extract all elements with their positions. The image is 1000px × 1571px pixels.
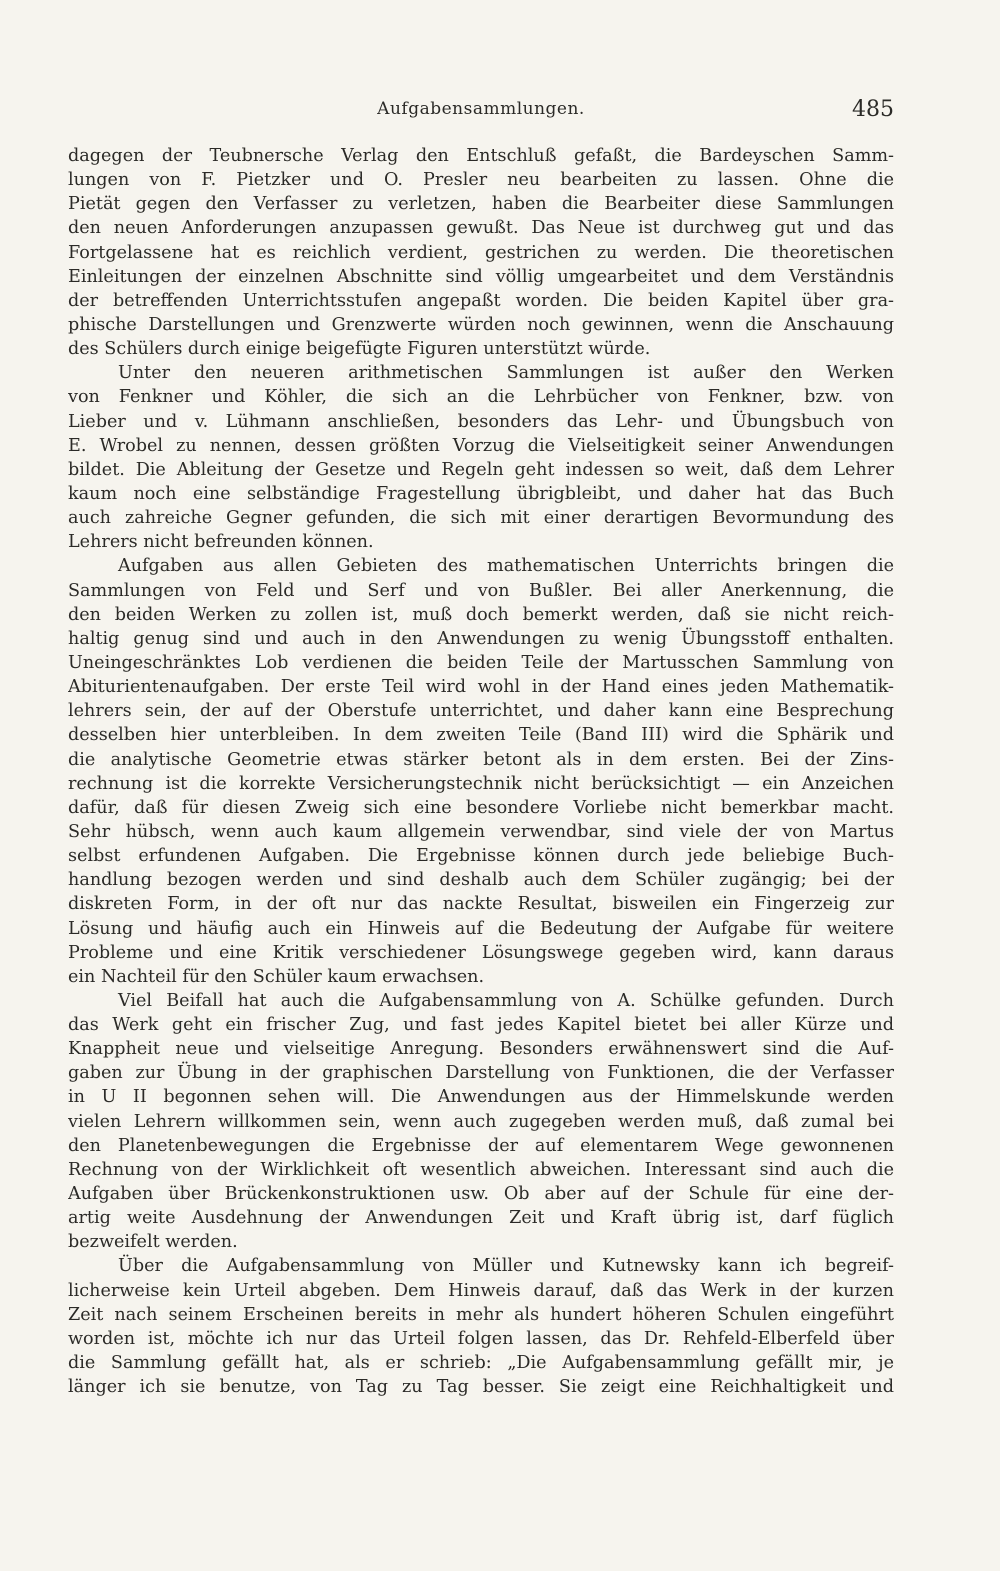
running-title: Aufgabensammlungen.	[377, 99, 585, 119]
text-line: phische Darstellungen und Grenzwerte würden noch gewinnen, wenn die Anschauung	[68, 314, 894, 335]
text-line: Probleme und eine Kritik verschiedener Lösungswege gegeben wird, kann daraus	[68, 942, 894, 963]
text-line: lungen von F. Pietzker und O. Presler neu bearbeiten zu lassen. Ohne die	[68, 170, 894, 191]
text-line: Lieber und v. Lühmann anschließen, besonders das Lehr- und Übungsbuch von	[68, 411, 894, 432]
text-line: Uneingeschränktes Lob verdienen die beiden Teile der Martusschen Sammlung von	[68, 652, 894, 673]
text-line: auch zahreiche Gegner gefunden, die sich mit einer derartigen Bevormundung des	[68, 508, 894, 529]
text-line: den Planetenbewegungen die Ergebnisse der auf elementarem Wege gewonnenen	[68, 1135, 894, 1156]
text-line: Aufgaben aus allen Gebieten des mathematischen Unterrichts bringen die	[118, 556, 894, 577]
text-line: Zeit nach seinem Erscheinen bereits in mehr als hundert höheren Schulen eingeführt	[68, 1304, 894, 1325]
paragraph	[68, 361, 894, 554]
text-line: das Werk geht ein frischer Zug, und fast jedes Kapitel bietet bei aller Kürze und	[68, 1015, 894, 1036]
text-line: licherweise kein Urteil abgeben. Dem Hinweis darauf, daß das Werk in der kurzen	[68, 1280, 894, 1301]
paragraph	[68, 554, 894, 989]
text-line: Sehr hübsch, wenn auch kaum allgemein verwendbar, sind viele der von Martus	[68, 821, 894, 842]
text-line: Unter den neueren arithmetischen Sammlungen ist außer den Werken	[118, 363, 894, 384]
paragraph	[68, 1254, 894, 1399]
body-text	[68, 144, 894, 1399]
text-line: ein Nachteil für den Schüler kaum erwachsen.	[68, 966, 485, 987]
text-line: desselben hier unterbleiben. In dem zweiten Teile (Band III) wird die Sphärik und	[68, 725, 894, 746]
text-line: Lehrers nicht befreunden können.	[68, 532, 374, 553]
text-line: die analytische Geometrie etwas stärker betont als in dem ersten. Bei der Zins-	[68, 749, 894, 770]
text-line: der betreffenden Unterrichtsstufen angepaßt worden. Die beiden Kapitel über gra-	[68, 290, 894, 311]
paragraph	[68, 144, 894, 361]
text-line: Lösung und häufig auch ein Hinweis auf die Bedeutung der Aufgabe für weitere	[68, 918, 894, 939]
text-line: rechnung ist die korrekte Versicherungstechnik nicht berücksichtigt — ein Anzeichen	[68, 773, 894, 794]
text-line: Über die Aufgabensammlung von Müller und Kutnewsky kann ich begreif-	[118, 1256, 894, 1277]
text-line: selbst erfundenen Aufgaben. Die Ergebnisse können durch jede beliebige Buch-	[68, 846, 894, 867]
text-line: handlung bezogen werden und sind deshalb auch dem Schüler zugängig; bei der	[68, 870, 894, 891]
paragraph	[68, 989, 894, 1255]
text-line: Einleitungen der einzelnen Abschnitte sind völlig umgearbeitet und dem Verständnis	[68, 266, 894, 287]
text-line: Fortgelassene hat es reichlich verdient, gestrichen zu werden. Die theoretischen	[68, 242, 894, 263]
text-line: Sammlungen von Feld und Serf und von Bußler. Bei aller Anerkennung, die	[68, 580, 894, 601]
running-head	[68, 99, 894, 127]
text-line: Pietät gegen den Verfasser zu verletzen, haben die Bearbeiter diese Sammlungen	[68, 194, 894, 215]
text-line: worden ist, möchte ich nur das Urteil folgen lassen, das Dr. Rehfeld-Elberfeld über	[68, 1328, 894, 1349]
text-line: Aufgaben über Brückenkonstruktionen usw. Ob aber auf der Schule für eine der-	[68, 1184, 894, 1205]
text-line: in U II begonnen sehen will. Die Anwendungen aus der Himmelskunde werden	[68, 1087, 894, 1108]
text-line: dafür, daß für diesen Zweig sich eine besondere Vorliebe nicht bemerkbar macht.	[68, 797, 894, 818]
text-line: artig weite Ausdehnung der Anwendungen Zeit und Kraft übrig ist, darf füglich	[68, 1208, 894, 1229]
text-line: länger ich sie benutze, von Tag zu Tag besser. Sie zeigt eine Reichhaltigkeit und	[68, 1377, 894, 1398]
text-line: bildet. Die Ableitung der Gesetze und Regeln geht indessen so weit, daß dem Lehrer	[68, 459, 894, 480]
text-line: bezweifelt werden.	[68, 1232, 238, 1253]
text-line: den neuen Anforderungen anzupassen gewußt. Das Neue ist durchweg gut und das	[68, 218, 894, 239]
page-number: 485	[852, 97, 894, 122]
text-line: den beiden Werken zu zollen ist, muß doch bemerkt werden, daß sie nicht reich-	[68, 604, 894, 625]
text-line: Rechnung von der Wirklichkeit oft wesentlich abweichen. Interessant sind auch die	[68, 1159, 894, 1180]
text-line: haltig genug sind und auch in den Anwendungen zu wenig Übungsstoff enthalten.	[68, 628, 894, 649]
text-line: kaum noch eine selbständige Fragestellung übrigbleibt, und daher hat das Buch	[68, 483, 894, 504]
text-line: E. Wrobel zu nennen, dessen größten Vorzug die Vielseitigkeit seiner Anwendungen	[68, 435, 894, 456]
text-line: dagegen der Teubnersche Verlag den Entschluß gefaßt, die Bardeyschen Samm-	[68, 146, 894, 166]
text-line: Knappheit neue und vielseitige Anregung. Besonders erwähnenswert sind die Auf-	[68, 1039, 894, 1060]
text-line: von Fenkner und Köhler, die sich an die Lehrbücher von Fenkner, bzw. von	[68, 387, 894, 408]
text-line: vielen Lehrern willkommen sein, wenn auch zugegeben werden muß, daß zumal bei	[68, 1111, 894, 1132]
text-line: Viel Beifall hat auch die Aufgabensammlung von A. Schülke gefunden. Durch	[118, 990, 894, 1011]
text-line: Abiturientenaufgaben. Der erste Teil wird wohl in der Hand eines jeden Mathematik-	[68, 677, 894, 698]
text-line: diskreten Form, in der oft nur das nackte Resultat, bisweilen ein Fingerzeig zur	[68, 894, 894, 915]
text-line: lehrers sein, der auf der Oberstufe unterrichtet, und daher kann eine Besprechung	[68, 701, 894, 722]
text-line: die Sammlung gefällt hat, als er schrieb: „Die Aufgabensammlung gefällt mir, je	[68, 1353, 894, 1374]
text-line: des Schülers durch einige beigefügte Figuren unterstützt würde.	[68, 339, 651, 360]
text-line: gaben zur Übung in der graphischen Darstellung von Funktionen, die der Verfasser	[68, 1063, 894, 1084]
